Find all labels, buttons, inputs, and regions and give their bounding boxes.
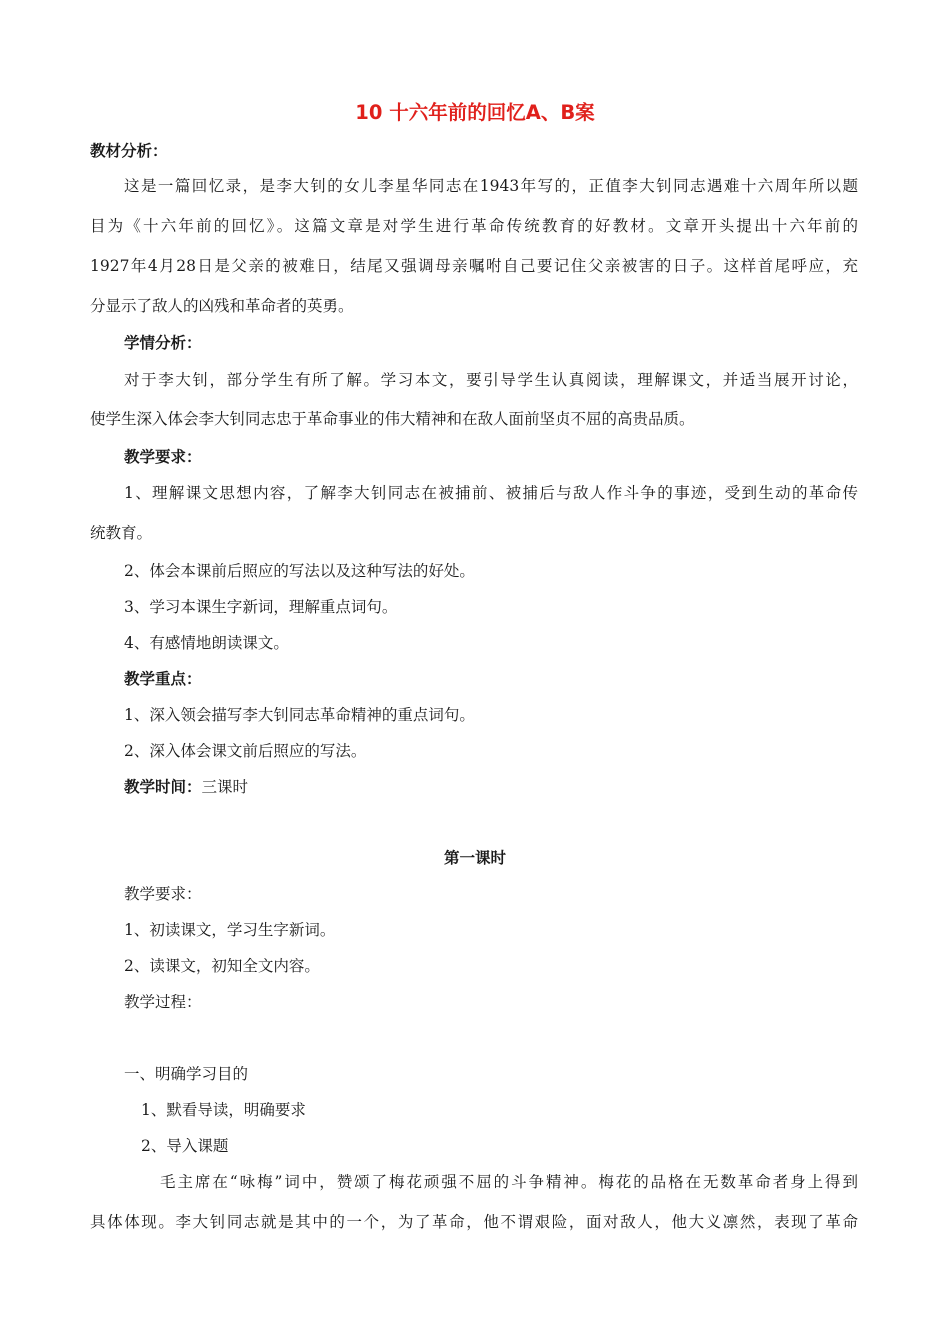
step-heading: 一、明确学习目的 xyxy=(124,1065,249,1083)
teaching-time-value: 三课时 xyxy=(201,778,249,796)
paragraph-line: 这是一篇回忆录，是李大钊的女儿李星华同志在1943年写的，正值李大钊同志遇难十六周年所以题 xyxy=(124,177,858,195)
requirements-heading: 教学要求： xyxy=(124,448,202,466)
paragraph-line: 使学生深入体会李大钊同志忠于革命事业的伟大精神和在敌人面前坚贞不屈的高贵品质。 xyxy=(90,410,695,428)
page-title: 10 十六年前的回忆A、B案 xyxy=(355,101,595,124)
teaching-time-label: 教学时间： xyxy=(124,778,202,796)
list-item: 1、初读课文，学习生字新词。 xyxy=(124,921,336,939)
list-item: 3、学习本课生字新词，理解重点词句。 xyxy=(124,598,398,616)
focus-heading: 教学重点： xyxy=(124,670,202,688)
list-item: 2、读课文，初知全文内容。 xyxy=(124,957,320,975)
paragraph-line: 毛主席在“咏梅”词中，赞颂了梅花顽强不屈的斗争精神。梅花的品格在无数革命者身上得到 xyxy=(160,1173,858,1191)
paragraph-line: 对于李大钊，部分学生有所了解。学习本文，要引导学生认真阅读，理解课文，并适当展开讨论， xyxy=(124,371,858,389)
list-item: 1、默看导读，明确要求 xyxy=(141,1101,306,1119)
process-label: 教学过程： xyxy=(124,993,202,1011)
analysis-heading: 教材分析： xyxy=(90,142,168,160)
teaching-time xyxy=(124,777,248,797)
list-item: 2、导入课题 xyxy=(141,1137,229,1155)
paragraph-line: 目为《十六年前的回忆》。这篇文章是对学生进行革命传统教育的好教材。文章开头提出十六年前的 xyxy=(90,217,858,235)
paragraph-line: 分显示了敌人的凶残和革命者的英勇。 xyxy=(90,297,354,315)
list-item: 统教育。 xyxy=(90,524,153,542)
list-item: 2、体会本课前后照应的写法以及这种写法的好处。 xyxy=(124,562,475,580)
students-heading: 学情分析： xyxy=(124,334,202,352)
list-item: 1、理解课文思想内容，了解李大钊同志在被捕前、被捕后与敌人作斗争的事迹，受到生动的革命传 xyxy=(124,484,858,502)
list-item: 2、深入体会课文前后照应的写法。 xyxy=(124,742,367,760)
list-item: 1、深入领会描写李大钊同志革命精神的重点词句。 xyxy=(124,706,475,724)
lesson-heading: 第一课时 xyxy=(443,849,506,867)
paragraph-line: 具体体现。李大钊同志就是其中的一个，为了革命，他不谓艰险，面对敌人，他大义凛然，表现了革命 xyxy=(90,1213,858,1231)
paragraph-line: 1927年4月28日是父亲的被难日，结尾又强调母亲嘱咐自己要记住父亲被害的日子。这样首尾呼应，充 xyxy=(90,257,858,275)
lesson-requirements-label: 教学要求： xyxy=(124,885,202,903)
list-item: 4、有感情地朗读课文。 xyxy=(124,634,289,652)
